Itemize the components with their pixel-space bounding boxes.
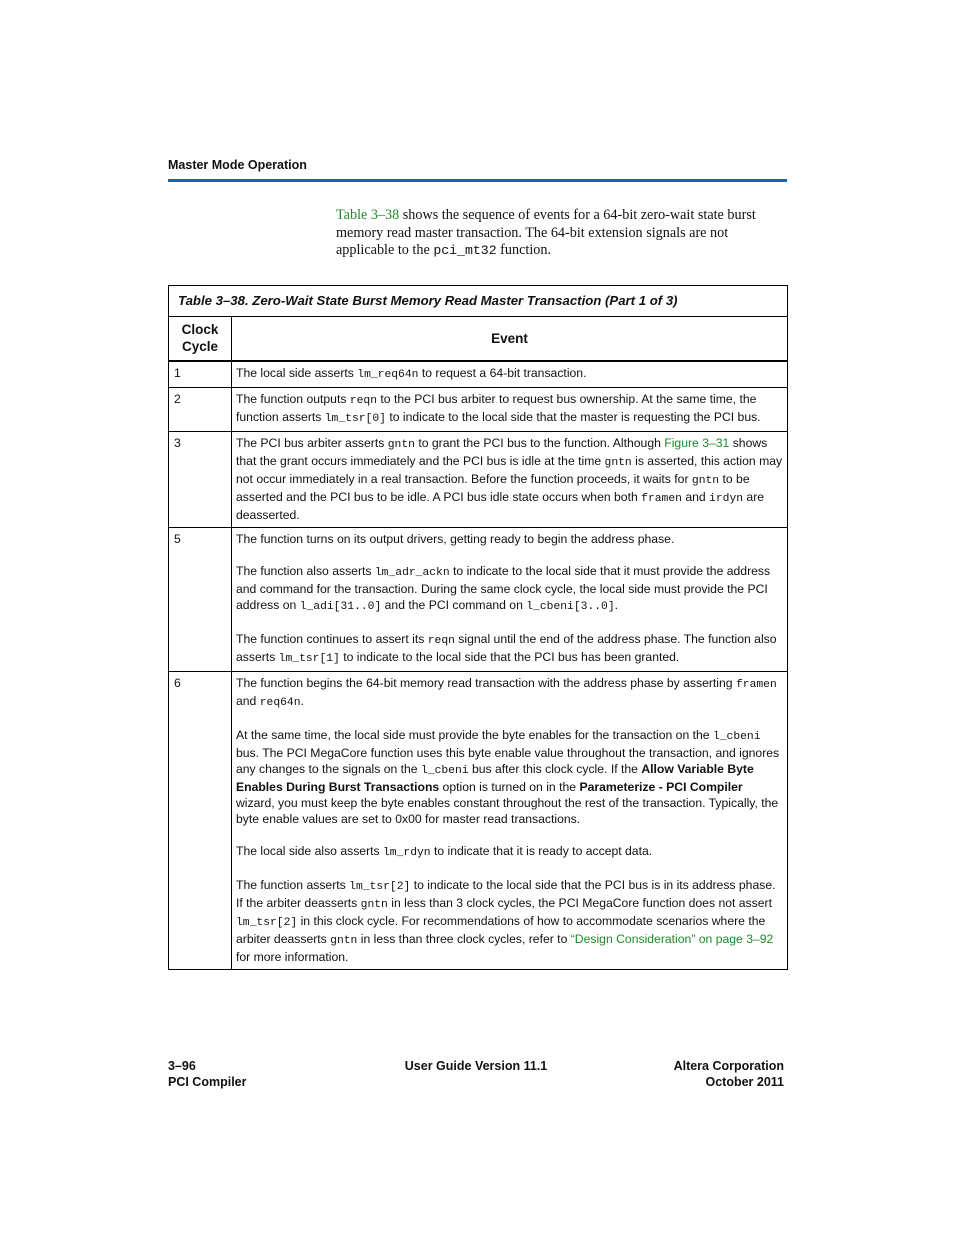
event-cell: The PCI bus arbiter asserts gntn to grant the PCI bus to the function. Although Figure 3–31 shows that the grant occurs immediately and the PCI bus is idle at the time gntn is asserted, this action may not occur immediately in a real transaction. Before the function proceeds, it waits for gntn to be asserted and the PCI bus to be idle. A PCI bus idle state occurs when both framen and irdyn are deasserted. <box>232 432 788 528</box>
footer-version: User Guide Version 11.1 <box>404 1059 548 1073</box>
table-row <box>169 528 788 672</box>
page-header <box>168 157 787 182</box>
table-row <box>169 672 788 970</box>
code-pci-mt32: pci_mt32 <box>433 243 497 258</box>
intro-paragraph: Table 3–38 shows the sequence of events for a 64-bit zero-wait state burst memory read master transaction. The 64-bit extension signals are not applicable to the pci_mt32 function. <box>336 207 756 258</box>
event-cell: The function outputs reqn to the PCI bus arbiter to request bus ownership. At the same time, the function asserts lm_tsr[0] to indicate to the local side that the master is requesting the PCI bus. <box>232 388 788 432</box>
footer-right <box>674 1059 784 1090</box>
cycle-cell: 5 <box>169 528 232 672</box>
table-caption: Table 3–38. Zero-Wait State Burst Memory Read Master Transaction (Part 1 of 3) <box>169 286 788 317</box>
figure-reference-link[interactable]: Figure 3–31 <box>664 436 730 450</box>
table-reference-link[interactable]: Table 3–38 <box>336 207 400 223</box>
table-row <box>169 388 788 432</box>
table-row <box>169 432 788 528</box>
column-header-clock-cycle: Clock Cycle <box>169 317 232 362</box>
page-number: 3–96 <box>168 1059 196 1073</box>
event-cell: The local side asserts lm_req64n to request a 64-bit transaction. <box>232 361 788 388</box>
header-rule <box>168 179 787 182</box>
product-name: PCI Compiler <box>168 1074 247 1089</box>
design-consideration-link[interactable]: “Design Consideration” on page 3–92 <box>570 932 774 946</box>
event-cell: The function begins the 64-bit memory read transaction with the address phase by asserting framen and req64n. At the same time, the local side must provide the byte enables for the transaction on the l_cbeni bus. The PCI MegaCore function uses this byte enable value throughout the transaction, and ignores any changes to the signals on the l_cbeni bus after this clock cycle. If the Allow Variable Byte Enables During Burst Transactions option is turned on in the Parameterize - PCI Compiler wizard, you must keep the byte enables constant throughout the rest of the transaction. Typically, the byte enable values are set to 0x00 for master read transactions. The local side also asserts lm_rdyn to indicate that it is ready to accept data. The function asserts lm_tsr[2] to indicate to the local side that the PCI bus is in its address phase. If the arbiter deasserts gntn in less than 3 clock cycles, the PCI MegaCore function does not assert lm_tsr[2] in this clock cycle. For recommendations of how to accommodate scenarios where the arbiter deasserts gntn in less than three clock cycles, refer to “Design Consideration” on page 3–92 for more information. <box>232 672 788 970</box>
section-title: Master Mode Operation <box>168 158 307 172</box>
cycle-cell: 2 <box>169 388 232 432</box>
cycle-cell: 6 <box>169 672 232 970</box>
cycle-cell: 3 <box>169 432 232 528</box>
table-row <box>169 361 788 388</box>
company-name: Altera Corporation <box>673 1059 784 1073</box>
publish-date: October 2011 <box>705 1074 784 1089</box>
event-table <box>168 285 788 970</box>
event-cell: The function turns on its output drivers, getting ready to begin the address phase. The function also asserts lm_adr_ackn to indicate to the local side that it must provide the address and command for the transaction. During the same clock cycle, the local side must provide the PCI address on l_adi[31..0] and the PCI command on l_cbeni[3..0]. The function continues to assert its reqn signal until the end of the address phase. The function also asserts lm_tsr[1] to indicate to the local side that the PCI bus has been granted. <box>232 528 788 672</box>
column-header-event: Event <box>232 317 788 362</box>
cycle-cell: 1 <box>169 361 232 388</box>
